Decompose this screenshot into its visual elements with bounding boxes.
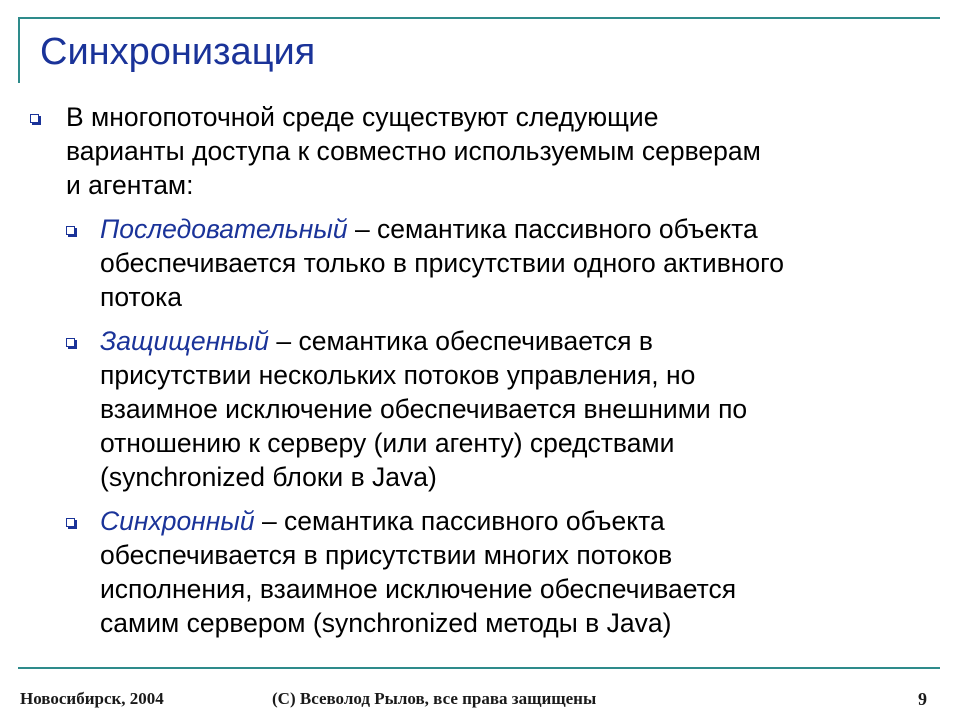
bullet-line: и агентам: [66,170,194,200]
sub-bullet-synchronous [100,504,736,640]
term-description: – семантика обеспечивается в [269,326,653,356]
term-description: – семантика пассивного объекта [254,506,665,536]
bullet-line: самим сервером (synchronized методы в Java) [100,608,672,638]
bullet-line: обеспечивается в присутствии многих потоков [100,540,673,570]
square-bullet-icon [30,114,39,123]
term-description: – семантика пассивного объекта [347,214,758,244]
term-guarded: Защищенный [100,326,269,356]
square-bullet-icon [66,518,75,527]
sub-bullet-sequential [100,212,784,314]
bullet-item-main [66,100,761,202]
bullet-line: присутствии нескольких потоков управления, но [100,360,696,390]
bullet-line: исполнения, взаимное исключение обеспечивается [100,574,737,604]
term-sequential: Последовательный [100,214,348,244]
bullet-line: обеспечивается только в присутствии одного активного [100,248,784,278]
slide-title: Синхронизация [40,31,316,73]
page-number: 9 [918,689,927,709]
bullet-line: потока [100,282,182,312]
footer-rule [18,667,940,669]
bullet-line: взаимное исключение обеспечивается внешними по [100,394,748,424]
bullet-line: варианты доступа к совместно используемым серверам [66,136,761,166]
bullet-line: (synchronized блоки в Java) [100,462,437,492]
bullet-line [100,212,784,246]
sub-bullet-guarded [100,324,747,494]
title-top-rule [18,17,940,19]
term-synchronous: Синхронный [100,506,255,536]
square-bullet-icon [66,338,75,347]
bullet-line: В многопоточной среде существуют следующие [66,102,659,132]
square-bullet-icon [66,226,75,235]
bullet-line: отношению к серверу (или агенту) средствами [100,428,675,458]
bullet-line [100,324,747,358]
title-left-rule [18,17,20,83]
bullet-line [100,504,736,538]
footer-copyright: (C) Всеволод Рылов, все права защищены [272,689,597,708]
footer-location-year: Новосибирск, 2004 [20,689,164,708]
